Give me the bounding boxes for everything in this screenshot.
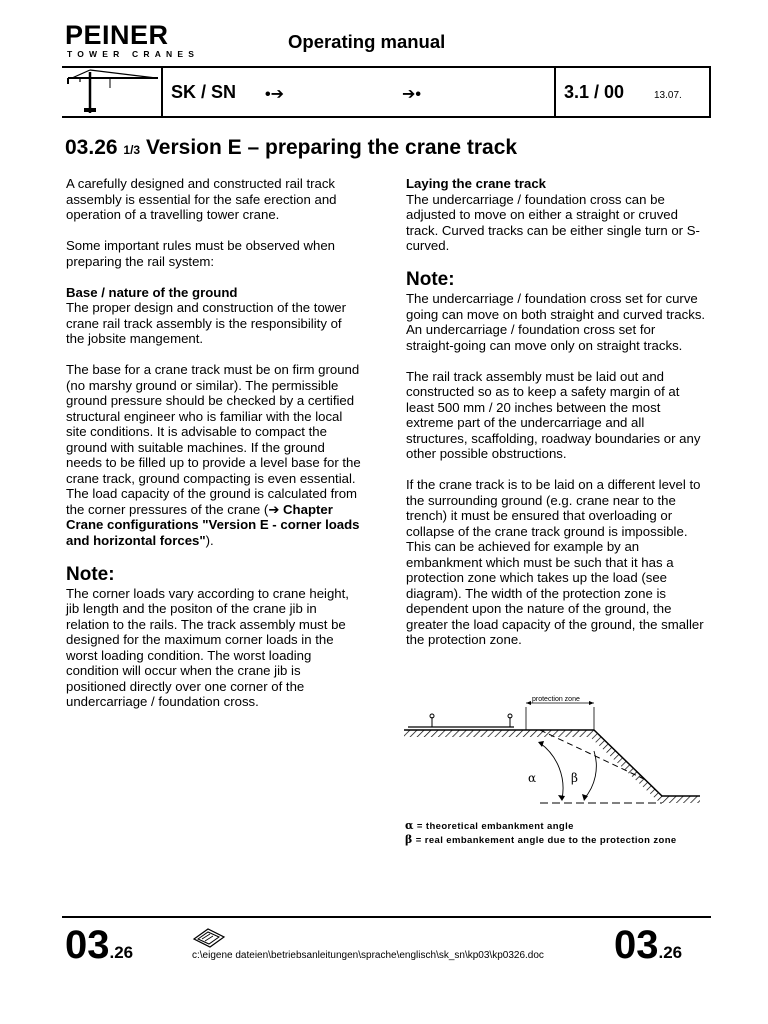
paragraph-ground [66,362,362,548]
subsection-heading: Laying the crane track [406,176,546,191]
section-number: 03.26 [65,136,118,159]
legend-alpha-text: = theoretical embankment angle [413,821,574,832]
brand-logo-text: PEINER [65,20,169,50]
arrow-right-icon: •➔ [265,86,285,103]
header-divider-2 [554,66,556,118]
note-text: The undercarriage / foundation cross set for curve going can move on both straight and curved tracks. An undercarriage / foundation cross set for straight-going can move only on straight tracks. [406,291,706,353]
diagram-legend [405,819,695,847]
right-column [406,176,706,663]
brand-subtitle: TOWER CRANES [67,49,200,59]
chapter-number: 03 [65,923,110,967]
legend-alpha [405,819,695,833]
subsection-base [66,285,362,347]
header-divider-1 [161,66,163,118]
chapter-reference: ➔ Chapter Crane configurations "Version E - corner loads and horizontal forces" [66,501,360,548]
legend-beta-text: = real embankement angle due to the protection zone [412,835,677,846]
note-text: The corner loads vary according to crane height, jib length and the positon of the crane jib in relation to the rails. The track assembly must be designed for the maximum corner loads in the worst loading condition. The worst loading condition will occur when the crane jib is positioned directly over one corner of the undercarriage / foundation cross. [66,585,349,709]
arrow-right-icon: ➔• [402,86,422,103]
file-path: c:\eigene dateien\betriebsanleitungen\sprache\englisch\sk_sn\kp03\kp0326.doc [192,950,544,961]
chapter-suffix: .26 [658,943,683,962]
protection-zone-label: protection zone [532,696,580,703]
alpha-symbol: α [405,819,414,832]
chapter-number: 03 [614,923,659,967]
section-fraction: 1/3 [123,143,141,157]
note-block [66,564,362,710]
section-title [65,136,517,160]
model-label: SK / SN [171,82,237,102]
header-bottom-rule [62,116,711,118]
paragraph: The proper design and construction of the tower crane rail track assembly is the responsibility of the jobsite mangement. [66,300,347,346]
subsection-laying [406,176,706,254]
paragraph-text-end: ). [205,532,214,548]
note-title: Note: [406,269,455,290]
note-title: Note: [66,563,115,585]
date-label: 13.07. [654,90,682,101]
embankment-diagram [404,693,700,811]
alpha-label: α [528,771,537,785]
footer-chapter-right [614,925,682,965]
footer-rule [62,916,711,918]
crane-logo-icon [66,68,160,114]
paragraph: If the crane track is to be laid on a different level to the surrounding ground (e.g. crane near to the trench) it must be ensured that overloading or collapse of the crane track ground is impossible. This can be achieved for example by an embankment which must be such that it has a protection zone which takes up the load (see diagram). The width of the protection zone is dependent upon the nature of the ground, the greater the load capacity of the ground, the smaller the protection zone. [406,477,704,647]
footer-chapter-left [65,925,133,965]
version-label: 3.1 / 00 [564,82,625,102]
subsection-heading: Base / nature of the ground [66,284,238,300]
paragraph: The undercarriage / foundation cross can be adjusted to move on either a straight or cruved track. Curved tracks can be either single turn or S-curved. [406,191,700,253]
left-column [66,176,362,710]
section-heading: Version E – preparing the crane track [145,136,518,159]
beta-symbol: β [405,833,413,846]
document-title: Operating manual [288,31,446,52]
chapter-suffix: .26 [109,943,134,962]
beta-label: β [571,771,578,785]
paragraph-text: The base for a crane track must be on firm ground (no marshy ground or similar). The permissible ground pressure should be checked by a certified structural engineer who is familiar with the local site conditions. It is advisable to compact the ground with suitable machines. If the ground needs to be filled up to provide a level base for the crane track, ground compacting is even essential. The load capacity of the ground is calculated from the corner pressures of the crane ( [66,362,361,517]
legend-beta [405,833,695,847]
paragraph: The rail track assembly must be laid out and constructed so as to keep a safety margin of at least 500 mm / 20 inches between the most extreme part of the undercarriage and all structures, scaffolding, roadway boundaries or any other possible obstructions. [406,368,701,461]
paragraph: Some important rules must be observed when preparing the rail system: [66,238,336,269]
header-divider-3 [709,66,711,118]
note-block [406,269,706,353]
document-file-icon [192,927,226,949]
paragraph: A carefully designed and constructed rail track assembly is essential for the safe erection and operation of a travelling tower crane. [66,176,337,222]
